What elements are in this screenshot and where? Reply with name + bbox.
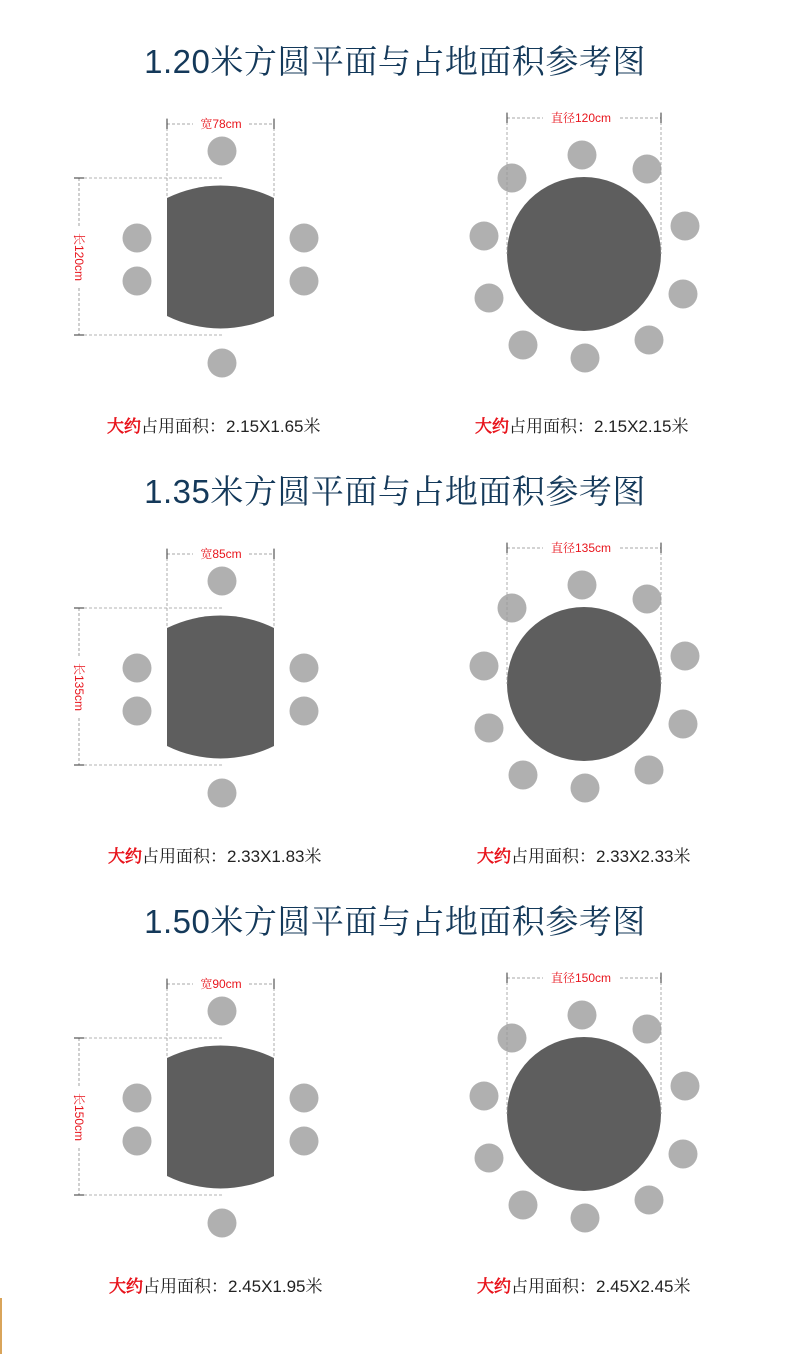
chair [568,1001,597,1030]
floor-plan-diagram [0,430,790,860]
section-title: 1.35米方圆平面与占地面积参考图 [144,473,646,510]
chair [470,1082,499,1111]
section-2 [0,430,790,866]
rect-area-caption [109,1272,323,1297]
chair [671,212,700,241]
chair [568,141,597,170]
rect-table-plan [72,977,319,1238]
caption-area-text: 占用面积：2.45X2.45米 [511,1277,691,1296]
section-title: 1.50米方圆平面与占地面积参考图 [144,903,646,940]
chair [568,571,597,600]
chair [571,774,600,803]
chair [470,652,499,681]
chair [290,224,319,253]
round-table-top [507,607,661,761]
caption-area-text: 占用面积：2.45X1.95米 [143,1277,323,1296]
diameter-label: 直径150cm [550,971,612,985]
section-title: 1.20米方圆平面与占地面积参考图 [144,43,646,80]
chair [208,1209,237,1238]
chair [123,224,152,253]
chair [123,1084,152,1113]
chair [208,567,237,596]
length-label: 长135cm [72,662,86,712]
round-area-caption [477,1272,691,1297]
chair [208,349,237,378]
length-label: 长120cm [72,232,86,282]
chair [571,1204,600,1233]
chair [635,1186,664,1215]
diameter-label: 直径135cm [550,541,612,555]
chair [509,331,538,360]
rect-table-top [167,616,274,759]
width-label: 宽85cm [200,547,242,561]
chair [123,267,152,296]
round-table-plan [470,970,700,1233]
chair [208,779,237,808]
chair [123,654,152,683]
caption-approx-label: 大约 [477,847,511,866]
rect-table-top [167,1046,274,1189]
caption-area-text: 占用面积：2.33X2.33米 [511,847,691,866]
chair [509,761,538,790]
chair [475,1144,504,1173]
caption-approx-label: 大约 [107,417,141,436]
chair [470,222,499,251]
caption-area-text: 占用面积：2.15X2.15米 [509,417,689,436]
section-3 [0,860,790,1296]
width-label: 宽90cm [200,977,242,991]
diameter-label: 直径120cm [550,111,612,125]
caption-approx-label: 大约 [109,1277,143,1296]
left-accent-edge [0,1298,2,1354]
chair [669,710,698,739]
chair [633,155,662,184]
caption-approx-label: 大约 [108,847,142,866]
caption-approx-label: 大约 [475,417,509,436]
floor-plan-diagram [0,0,790,430]
chair [208,997,237,1026]
chair [509,1191,538,1220]
chair [635,326,664,355]
chair [290,1127,319,1156]
chair [475,714,504,743]
chair [498,164,527,193]
length-label: 长150cm [72,1092,86,1142]
chair [123,697,152,726]
chair [669,280,698,309]
chair [208,137,237,166]
chair [290,697,319,726]
rect-table-plan [72,117,319,378]
caption-approx-label: 大约 [477,1277,511,1296]
chair [475,284,504,313]
chair [671,642,700,671]
round-table-top [507,1037,661,1191]
chair [498,1024,527,1053]
chair [635,756,664,785]
chair [671,1072,700,1101]
caption-area-text: 占用面积：2.15X1.65米 [141,417,321,436]
rect-table-top [167,186,274,329]
chair [123,1127,152,1156]
chair [290,654,319,683]
caption-area-text: 占用面积：2.33X1.83米 [142,847,322,866]
round-table-top [507,177,661,331]
chair [498,594,527,623]
chair [290,1084,319,1113]
chair [633,585,662,614]
chair [290,267,319,296]
chair [571,344,600,373]
chair [669,1140,698,1169]
rect-table-plan [72,547,319,808]
width-label: 宽78cm [200,117,242,131]
round-table-plan [470,110,700,373]
floor-plan-diagram [0,860,790,1290]
chair [633,1015,662,1044]
round-table-plan [470,540,700,803]
section-1 [0,0,790,436]
